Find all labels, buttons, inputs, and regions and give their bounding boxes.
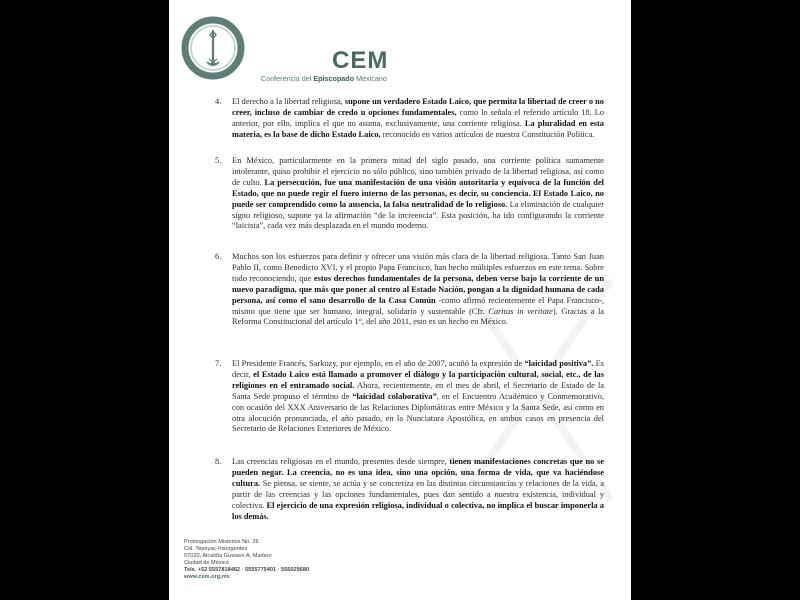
footer-address-line: Prolongación Misterios No. 26 bbox=[184, 539, 259, 545]
paragraph-4 bbox=[215, 97, 604, 141]
text-run: Ahora, recientemente, en el mes de abril, el Secretario de Estado de la Santa Sede propuso el término de bbox=[232, 380, 604, 401]
bold-text-run: “laicidad positiva”. bbox=[524, 359, 594, 368]
paragraph-text bbox=[232, 252, 604, 326]
bold-text-run: supone un verdadero Estado Laico, que permita la libertad de creer o no creer, incluso de cambiar de credo u opciones fundamentales, bbox=[232, 97, 604, 117]
text-run: Es decir, bbox=[232, 359, 605, 379]
footer-contact bbox=[184, 539, 309, 582]
text-run: La eliminación de cualquier signo religioso, supone ya la afirmación “de la increencia”. Esta posición, ha ido configurando la corriente “laicista”, cada vez más desplazada en el mundo moderno. bbox=[232, 199, 604, 231]
bold-text-run: “laicidad colaborativa” bbox=[352, 391, 437, 401]
bold-text-run: El ejercicio de una expresión religiosa, individual o colectiva, no implica el buscar imponerla a los demás. bbox=[232, 500, 604, 521]
paragraph-8 bbox=[215, 457, 604, 522]
bold-text-run: La persecución, fue una manifestación de una visión autoritaria y equívoca de la función del Estado, que no puede regir el fuero interno de las personas, es decir, su conciencia. El Estado Laico, no puede ser comprendido como la ausencia, la falsa neutralidad de lo religioso. bbox=[232, 177, 604, 209]
footer-phones: Tels. +52 5557818462 · 5555775401 · 555029680 bbox=[184, 567, 310, 574]
paragraph-number: 7. bbox=[215, 359, 222, 368]
paragraph-text bbox=[232, 359, 604, 433]
brand-subtitle: Conferencia del Episcopado Mexicano bbox=[261, 74, 387, 83]
paragraph-number: 8. bbox=[215, 457, 222, 466]
paragraph-text bbox=[232, 97, 604, 139]
paragraph-text bbox=[232, 156, 604, 230]
footer-address-line: 07020, Alcaldía Gustavo A. Madero bbox=[184, 553, 272, 560]
footer-address-line: Col. Tepeyac-Insurgentes bbox=[184, 546, 248, 553]
bold-text-run: el Estado Laico está llamado a promover el diálogo y la participación cultural, social, etc., de las religiones en el entramado social. bbox=[232, 369, 604, 390]
text-run: Se piensa, se siente, se actúa y se concretiza en las distintas circunstancias y relaciones de la vida, a partir de las creencias y las opciones fundamentales, pues dan sentido a nuestra existencia, individual y colectiva. bbox=[232, 478, 604, 510]
italic-text-run: Caritas in veritate bbox=[488, 306, 553, 316]
paragraph-text bbox=[232, 457, 604, 521]
paragraph-5 bbox=[215, 156, 604, 232]
paragraph-number: 5. bbox=[215, 156, 222, 165]
paragraph-6 bbox=[215, 252, 604, 328]
paragraph-number: 6. bbox=[215, 252, 222, 261]
text-run: , en el Encuentro Académico y Conmemorativo, con ocasión del XXX Aniversario de las Relaciones Diplomáticas entre México y la Santa Sede, así como en otra alocución pronunciada, el año pasado, en la Nunciatura Apostólica, en ambos casos en presencia del Secretario de Relaciones Exteriores de México. bbox=[232, 391, 604, 434]
paragraph-7 bbox=[215, 359, 605, 435]
text-run: Las creencias religiosas en el mundo, presentes desde siempre, bbox=[232, 457, 450, 466]
text-run: reconocido en varios artículos de nuestra Constitución Política. bbox=[380, 129, 595, 139]
website-link[interactable]: www.cem.org.mx bbox=[184, 574, 230, 581]
text-run: como lo señala el referido artículo 18. Lo anterior, por ello, implica el que no asuma, exclusivamente, una corriente religiosa. bbox=[232, 107, 604, 128]
text-run: El Presidente Francés, Sarkozy, por ejemplo, en el año de 2007, acuñó la expresión de bbox=[232, 359, 525, 368]
brand-name: CEM bbox=[332, 47, 389, 74]
bold-text-run: La pluralidad en esta materia, es la base de dicho Estado Laico, bbox=[232, 118, 604, 139]
document-page bbox=[169, 0, 631, 600]
text-run: El derecho a la libertad religiosa, bbox=[232, 97, 345, 106]
text-run: ). Gracias a la Reforma Constitucional del artículo 1°, del año 2011, esto es un hecho en México. bbox=[232, 306, 604, 327]
bold-text-run: tienen manifestaciones concretas que no se pueden negar. La creencia, no es una idea, sino una opción, una forma de vida, que va haciéndose cultura. bbox=[232, 457, 604, 488]
text-run: Muchos son los esfuerzos para definir y ofrecer una visión más clara de la libertad religiosa. Tanto San Juan Pablo II, como Benedicto XVI, y el propio Papa Francisco, han hecho múltiples esfuerzos en este tema. Sobre todo reconociendo, que bbox=[232, 252, 604, 283]
letterhead bbox=[181, 16, 481, 83]
text-run: -como afirmó recientemente el Papa Francisco-, mismo que tiene que ser humano, integral, solidario y sustentable (Cfr. bbox=[232, 295, 604, 316]
cem-logo-icon bbox=[181, 16, 245, 80]
bold-text-run: estos derechos fundamentales de la persona, deben verse bajo la corriente de un nuevo paradigma, que más que poner al centro al Estado Nación, pongan a la dignidad humana de cada persona, así como el sano desarrollo de la Casa Común bbox=[232, 273, 604, 305]
footer-address-line: Ciudad de México bbox=[184, 560, 229, 567]
paragraph-number: 4. bbox=[215, 97, 222, 106]
text-run: En México, particularmente en la primera mitad del siglo pasado, una corriente política sumamente intolerante, quiso prohibir el ejercicio no sólo público, sino también privado de la libertad religiosa, así como de culto. bbox=[232, 156, 604, 187]
